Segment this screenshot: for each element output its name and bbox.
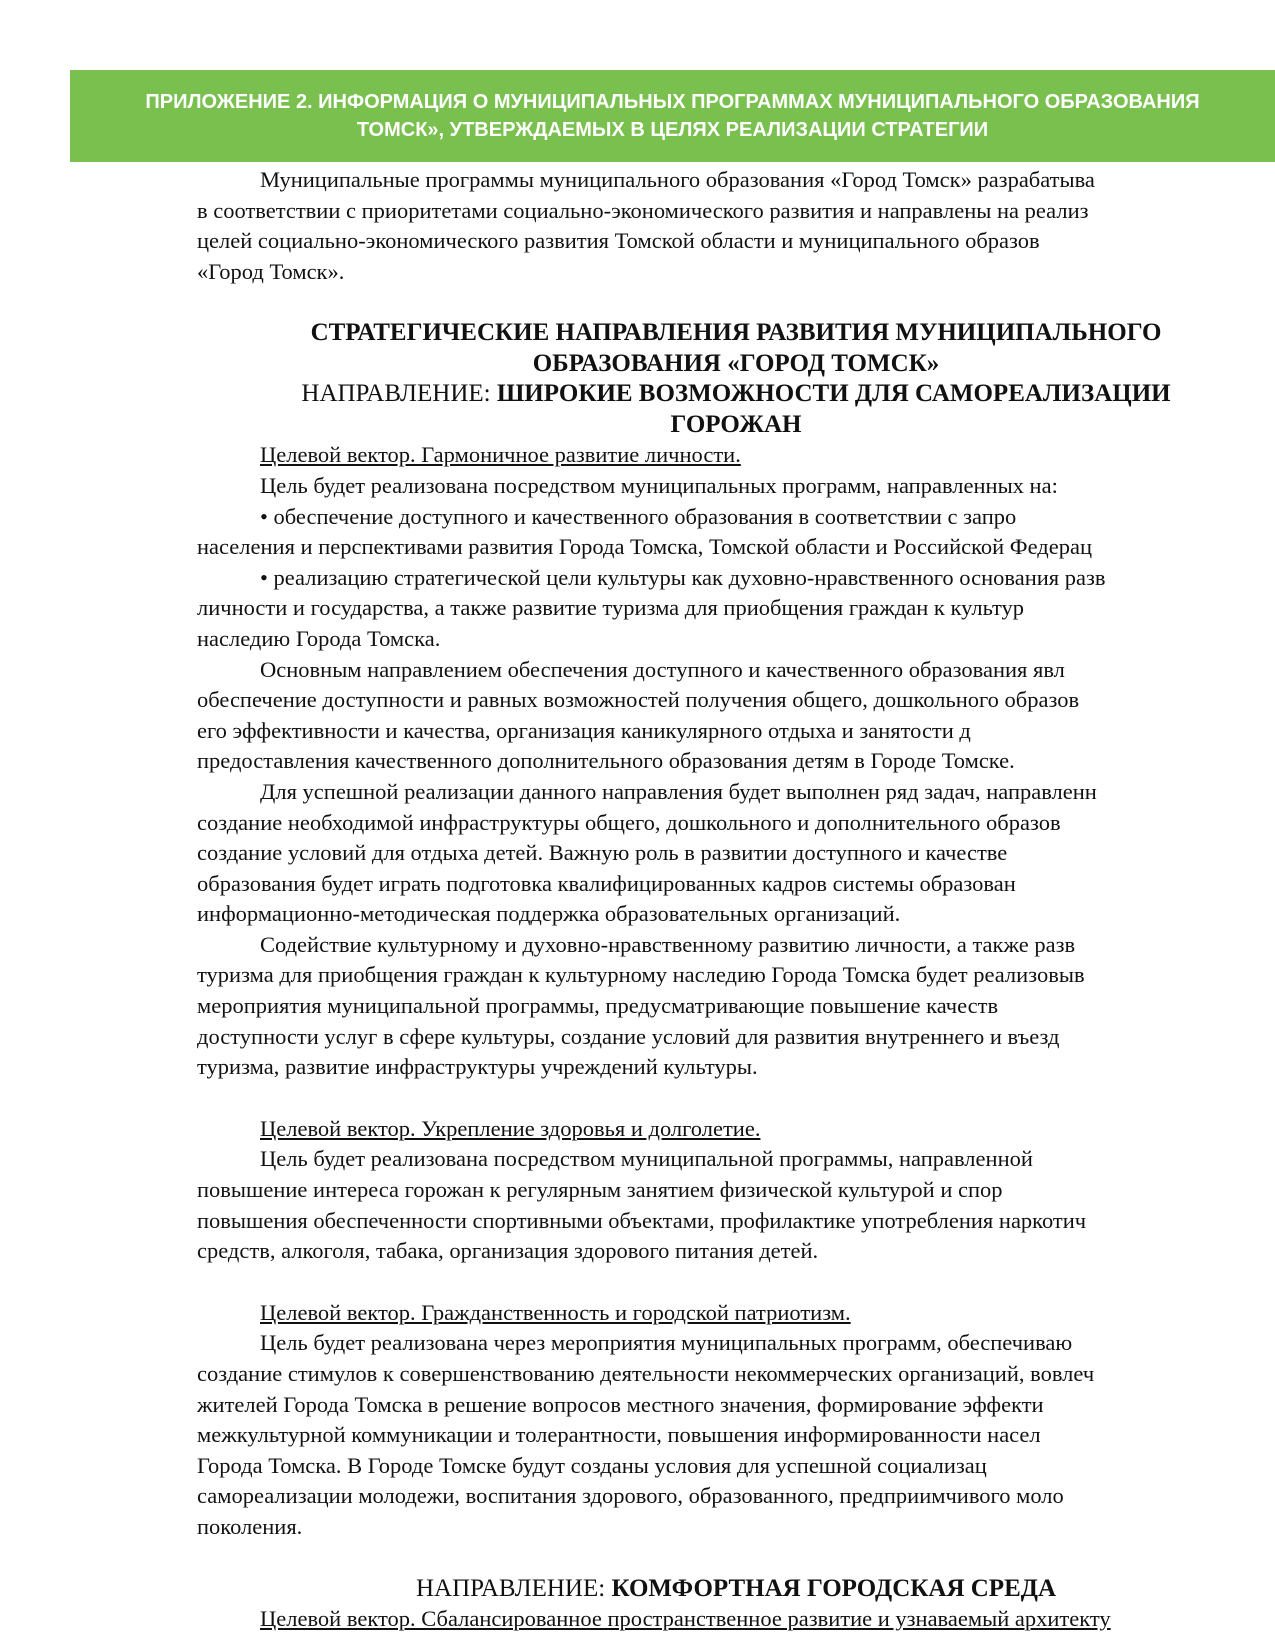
text-line: населения и перспективами развития Города Томска, Томской области и Российской Федерац xyxy=(197,534,1092,560)
text-line: Основным направлением обеспечения доступного и качественного образования явл xyxy=(260,656,1065,682)
direction-heading-1 xyxy=(197,379,1275,410)
intro-paragraph xyxy=(197,165,1275,287)
text-line: Цель будет реализована посредством муниципальных программ, направленных на: xyxy=(260,472,1058,498)
text-line: средств, алкоголя, табака, организация здорового питания детей. xyxy=(197,1238,819,1264)
text-line: поколения. xyxy=(197,1513,303,1539)
direction-prefix: НАПРАВЛЕНИЕ: xyxy=(301,380,497,408)
text-line: обеспечение доступности и равных возможностей получения общего, дошкольного образов xyxy=(197,687,1080,713)
text-line: самореализации молодежи, воспитания здорового, образованного, предприимчивого моло xyxy=(197,1483,1064,1509)
document-body xyxy=(197,165,1275,1635)
direction-name: ШИРОКИЕ ВОЗМОЖНОСТИ ДЛЯ САМОРЕАЛИЗАЦИИ xyxy=(496,380,1171,408)
text-line: предоставления качественного дополнительного образования детям в Городе Томске. xyxy=(197,748,1015,774)
text-line: создание необходимой инфраструктуры общего, дошкольного и дополнительного образов xyxy=(197,809,1061,835)
text-line: Цель будет реализована через мероприятия муниципальных программ, обеспечиваю xyxy=(260,1330,1073,1356)
vector-title: Целевой вектор. Гармоничное развитие личности. xyxy=(260,442,741,468)
vector-citizenship-patriotism xyxy=(197,1298,1275,1543)
bullet-item: • реализацию стратегической цели культуры как духовно-нравственного основания разв xyxy=(197,563,1275,594)
text-line: «Город Томск». xyxy=(197,258,345,284)
vector-title: Целевой вектор. Гражданственность и городской патриотизм. xyxy=(260,1299,851,1325)
text-line: туризма для приобщения граждан к культурному наследию Города Томска будет реализовыв xyxy=(197,962,1085,988)
text-line: жителей Города Томска в решение вопросов местного значения, формирование эффекти xyxy=(197,1391,1044,1417)
text-line: Города Томска. В Городе Томске будут созданы условия для успешной социализац xyxy=(197,1452,987,1478)
text-line: образования будет играть подготовка квалифицированных кадров системы образован xyxy=(197,870,1016,896)
direction-heading-2 xyxy=(197,1574,1275,1605)
text-line: целей социально-экономического развития Томской области и муниципального образов xyxy=(197,228,1040,254)
direction-comfortable-environment xyxy=(197,1574,1275,1635)
text-line: туризма, развитие инфраструктуры учреждений культуры. xyxy=(197,1054,758,1080)
text-line: создание условий для отдыха детей. Важную роль в развитии доступного и качестве xyxy=(197,840,1008,866)
vector-harmonious-development xyxy=(197,440,1275,1082)
bullet-item: • обеспечение доступного и качественного образования в соответствии с запро xyxy=(197,502,1275,533)
text-line: наследию Города Томска. xyxy=(197,625,441,651)
text-line: Цель будет реализована посредством муниципальной программы, направленной xyxy=(260,1146,1033,1172)
direction-name: КОМФОРТНАЯ ГОРОДСКАЯ СРЕДА xyxy=(611,1574,1056,1602)
text-line: Для успешной реализации данного направления будет выполнен ряд задач, направленн xyxy=(260,778,1097,804)
vector-title: Целевой вектор. Сбалансированное пространственное развитие и узнаваемый архитекту xyxy=(260,1606,1111,1632)
text-line: создание стимулов к совершенствованию деятельности некоммерческих организаций, вовлеч xyxy=(197,1361,1095,1386)
header-line-1: ПРИЛОЖЕНИЕ 2. ИНФОРМАЦИЯ О МУНИЦИПАЛЬНЫХ ПРОГРАММАХ МУНИЦИПАЛЬНОГО ОБРАЗОВАНИЯ xyxy=(145,91,1200,113)
vector-title: Целевой вектор. Укрепление здоровья и долголетие. xyxy=(260,1115,761,1141)
text-line: доступности услуг в сфере культуры, создание условий для развития внутреннего и въезд xyxy=(197,1023,1060,1049)
section-title-line-2: ОБРАЗОВАНИЯ «ГОРОД ТОМСК» xyxy=(532,349,940,377)
text-line: мероприятия муниципальной программы, предусматривающие повышение качеств xyxy=(197,993,999,1019)
direction-prefix: НАПРАВЛЕНИЕ: xyxy=(416,1574,612,1602)
text-line: информационно-методическая поддержка образовательных организаций. xyxy=(197,901,901,927)
text-line: в соответствии с приоритетами социально-экономического развития и направлены на реализ xyxy=(197,197,1089,223)
text-line: Муниципальные программы муниципального образования «Город Томск» разрабатыва xyxy=(260,167,1095,192)
text-line: Содействие культурному и духовно-нравственному развитию личности, а также разв xyxy=(260,931,1076,957)
text-line: личности и государства, а также развитие туризма для приобщения граждан к культур xyxy=(197,595,1025,621)
appendix-header-banner xyxy=(70,70,1275,162)
section-heading xyxy=(197,318,1275,440)
vector-health-longevity xyxy=(197,1114,1275,1267)
header-line-2: ТОМСК», УТВЕРЖДАЕМЫХ В ЦЕЛЯХ РЕАЛИЗАЦИИ СТРАТЕГИИ xyxy=(356,119,989,141)
text-line: его эффективности и качества, организация каникулярного отдыха и занятости д xyxy=(197,717,971,743)
section-title-line-1: СТРАТЕГИЧЕСКИЕ НАПРАВЛЕНИЯ РАЗВИТИЯ МУНИЦИПАЛЬНОГО xyxy=(310,319,1162,347)
direction-heading-1-cont: ГОРОЖАН xyxy=(670,410,802,438)
text-line: межкультурной коммуникации и толерантности, повышения информированности насел xyxy=(197,1422,1041,1448)
text-line: повышение интереса горожан к регулярным занятием физической культурой и спор xyxy=(197,1177,1003,1203)
text-line: повышения обеспеченности спортивными объектами, профилактике употребления наркотич xyxy=(197,1207,1087,1233)
